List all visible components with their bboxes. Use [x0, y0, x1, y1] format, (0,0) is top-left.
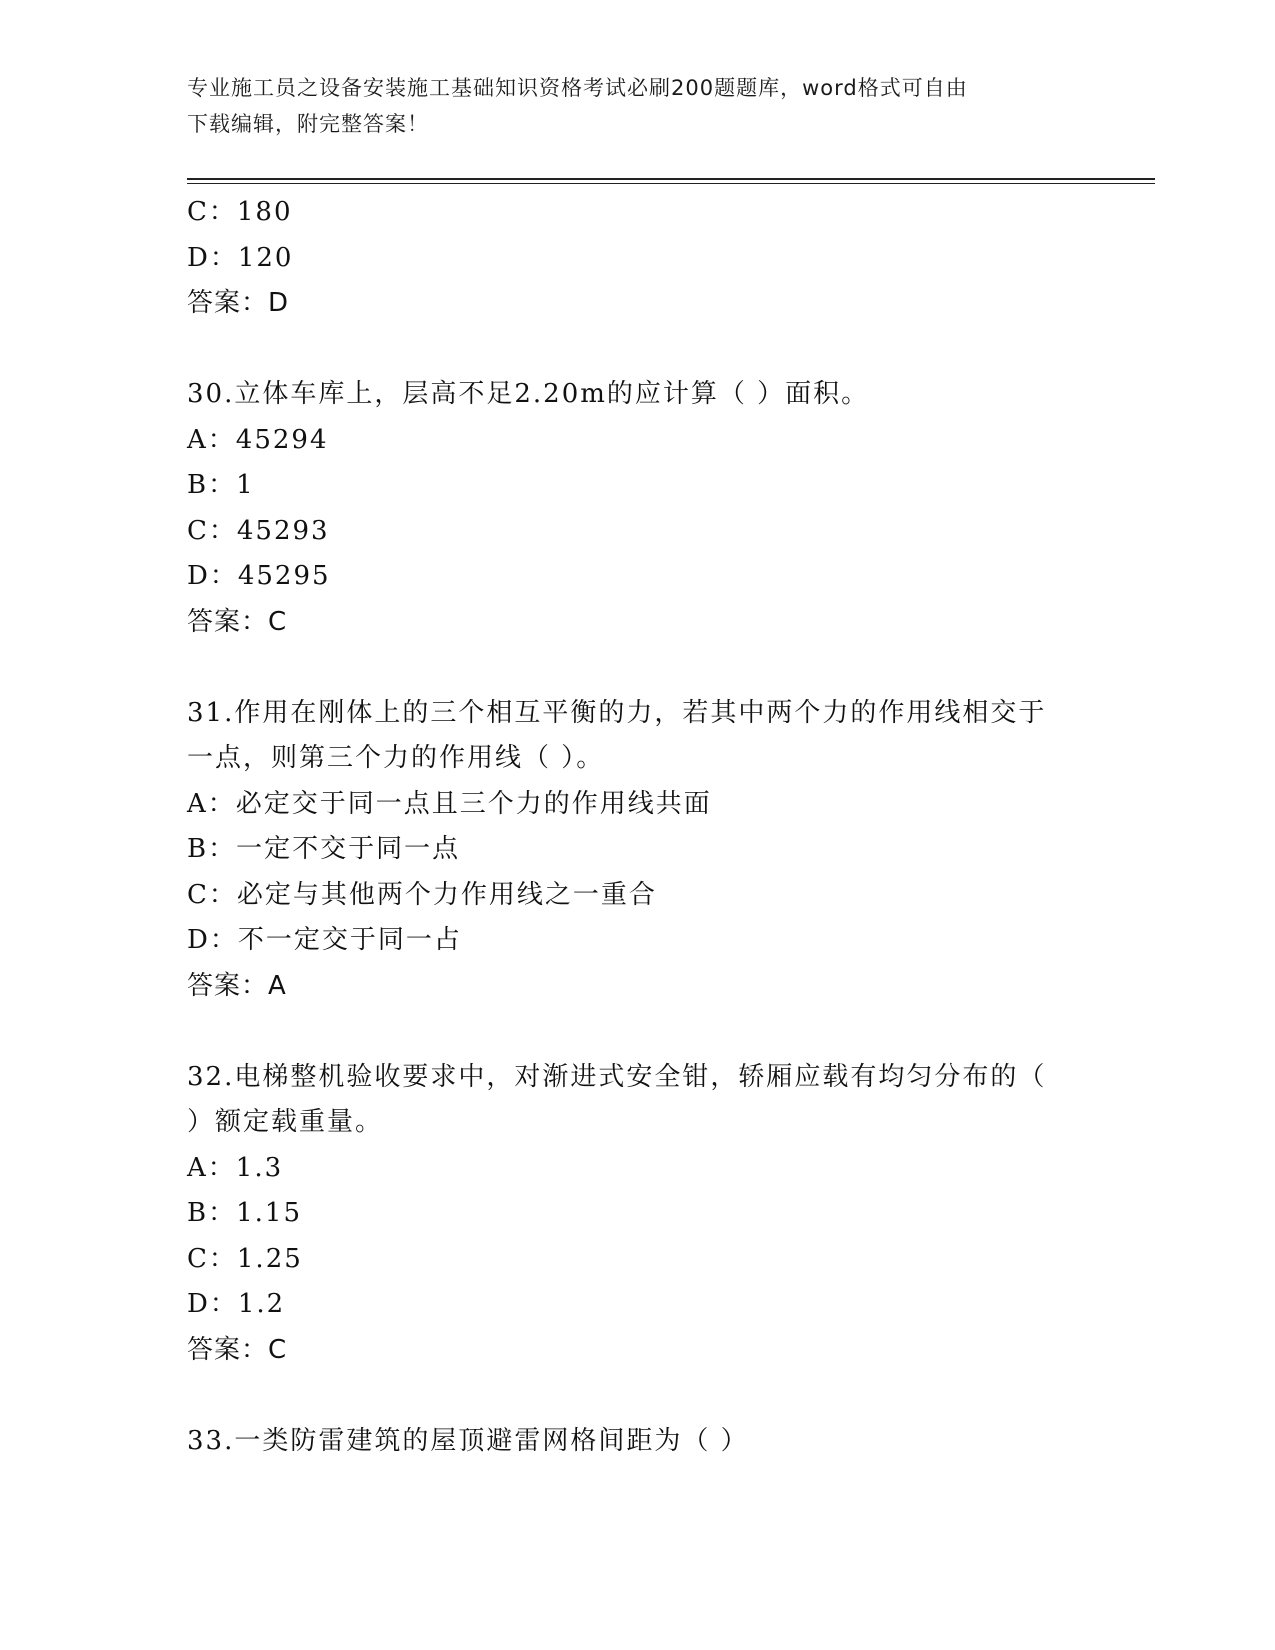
option-d: D：不一定交于同一占: [187, 925, 462, 955]
option-b: B：1.15: [187, 1198, 302, 1228]
answer-line: 答案：D: [187, 288, 290, 318]
spacer: [187, 1009, 1087, 1055]
question-stem: 30.立体车库上，层高不足2.20m的应计算（ ）面积。: [187, 379, 870, 409]
spacer: [187, 645, 1087, 691]
question-31: [187, 691, 1087, 1010]
question-33: [187, 1419, 1087, 1465]
question-29-continued: [187, 190, 1087, 327]
header-line-2: 下载编辑，附完整答案！: [187, 112, 429, 136]
question-stem: 33.一类防雷建筑的屋顶避雷网格间距为（ ）: [187, 1425, 749, 1456]
option-d: D：45295: [187, 561, 331, 591]
option-a: A：1.3: [187, 1152, 284, 1183]
answer-line: 答案：A: [187, 970, 287, 1001]
answer-line: 答案：C: [187, 606, 288, 637]
option-a: A：必定交于同一点且三个力的作用线共面: [187, 788, 712, 819]
option-a: A：45294: [187, 424, 329, 455]
option-c: C：必定与其他两个力作用线之一重合: [187, 879, 657, 910]
option-c: C：1.25: [187, 1243, 303, 1274]
question-stem: 31.作用在刚体上的三个相互平衡的力，若其中两个力的作用线相交于: [187, 697, 1047, 728]
option-d: D：120: [187, 242, 294, 273]
question-list: [187, 190, 1087, 1464]
option-b: B：1: [187, 470, 255, 500]
option-d: D：1.2: [187, 1289, 286, 1319]
option-c: C：45293: [187, 515, 330, 546]
question-30: [187, 372, 1087, 645]
option-c: C：180: [187, 197, 293, 227]
answer-line: 答案：C: [187, 1334, 288, 1365]
question-32: [187, 1055, 1087, 1374]
header-divider-thick: [187, 178, 1155, 180]
header-line-1: 专业施工员之设备安装施工基础知识资格考试必刷200题题库，word格式可自由: [187, 76, 968, 100]
option-b: B：一定不交于同一点: [187, 834, 461, 864]
question-stem-continued: ）额定载重量。: [187, 1107, 384, 1137]
spacer: [187, 327, 1087, 373]
question-stem-continued: 一点，则第三个力的作用线（ ）。: [187, 743, 605, 773]
question-stem: 32.电梯整机验收要求中，对渐进式安全钳，轿厢应载有均匀分布的（: [187, 1061, 1047, 1092]
spacer: [187, 1373, 1087, 1419]
document-header: [187, 70, 1087, 142]
header-divider-thin: [187, 183, 1155, 184]
